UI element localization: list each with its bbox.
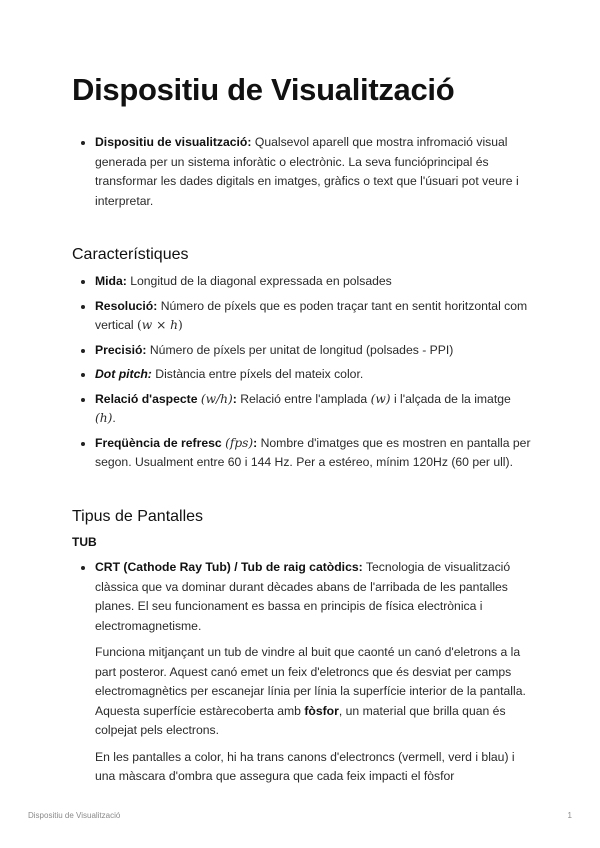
item-text: Número de píxels per unitat de longitud (polsades - PPI) — [146, 342, 454, 357]
item-text: . — [112, 411, 116, 425]
section-heading-screen-types: Tipus de Pantalles — [72, 508, 204, 525]
footer-page-number: 1 — [567, 811, 572, 820]
paragraph-text: Funciona mitjançant un tub de vindre al buit que caonté un canó d'eletrons a la part posteror. Aquest canó emet un feix d'eletroncs que és desviat per camps electromagnètics per escanejar línia per línia la superfície interior de la pantalla. Aquesta superfície estàrecoberta amb — [95, 645, 526, 718]
item-term: Resolució: — [95, 298, 158, 313]
screen-types-section — [72, 508, 532, 787]
math-expression: (fps) — [225, 435, 254, 450]
math-expression: (w) — [370, 391, 391, 406]
item-text: Relació entre l'amplada — [236, 391, 371, 406]
list-item-mida — [72, 272, 532, 292]
item-text: Tecnologia de visualització clàssica que va dominar durant dècades abans de l'arribada de les pantalles planes. El seu funcionament es bassa en principis de física electrònica i electromagnetisme. — [95, 560, 511, 633]
math-expression: (h) — [95, 411, 113, 425]
math-var: h — [170, 318, 179, 332]
crt-paragraph-3: En les pantalles a color, hi ha trans canons d'electroncs (vermell, verd i blau) i una màscara d'ombra que assegura que cada feix impacti el fòsfor — [95, 749, 515, 783]
item-colon: : — [253, 435, 258, 450]
item-text: i l'alçada de la imatge — [390, 391, 511, 406]
item-term: Dot pitch: — [95, 367, 152, 381]
intro-list — [72, 133, 532, 211]
item-text: Longitud de la diagonal expressada en polsades — [126, 274, 392, 288]
item-term: Precisió: — [95, 342, 147, 357]
math-paren: ( — [137, 318, 142, 332]
paragraph-text: , un material que brilla quan és colpejat pels electrons. — [95, 703, 506, 737]
definition-text: Qualsevol aparell que mostra infromació visual generada per un sistema inforàtic o electrònic. La seva funcióprincipal és transformar les dades digitals en imatges, gràfics o text que l'úsuari pot veure i interpretar. — [95, 135, 519, 208]
footer-title: Dispositiu de Visualització — [28, 811, 121, 820]
list-item — [72, 133, 532, 211]
item-term: Freqüència de refresc — [95, 435, 226, 450]
list-item-aspect-ratio — [72, 390, 532, 429]
math-paren: ) — [178, 318, 183, 332]
list-item-resolucio — [72, 297, 532, 336]
list-item-precisio — [72, 341, 532, 361]
subsection-heading-tub: TUB — [72, 535, 97, 549]
item-text: Número de píxels que es poden traçar tant en sentit horitzontal com vertical — [95, 298, 528, 332]
page-title: Dispositiu de Visualització — [72, 72, 455, 107]
bold-term: fòsfor — [304, 703, 339, 718]
crt-paragraph-2 — [95, 643, 532, 741]
list-item-refresh-rate — [72, 434, 532, 473]
characteristics-section — [72, 246, 532, 473]
math-expression: (w/h) — [200, 391, 233, 406]
item-term: CRT (Cathode Ray Tub) / Tub de raig catòdics: — [95, 560, 363, 574]
item-term: Mida: — [95, 274, 127, 288]
section-heading-characteristics: Característiques — [72, 246, 189, 263]
characteristics-list — [72, 272, 532, 473]
screen-types-list — [72, 558, 532, 787]
item-colon: : — [232, 391, 237, 406]
math-var: w — [141, 318, 153, 332]
list-item-crt — [72, 558, 532, 787]
list-item-dot-pitch — [72, 365, 532, 385]
item-term: Relació d'aspecte — [95, 391, 201, 406]
item-text: Nombre d'imatges que es mostren en pantalla per segon. Usualment entre 60 i 144 Hz. Per a estéreo, mínim 120Hz (60 per ull). — [95, 435, 531, 469]
intro-section — [72, 133, 532, 211]
math-operator: × — [152, 318, 171, 332]
item-text: Distància entre píxels del mateix color. — [151, 367, 364, 381]
definition-term: Dispositiu de visualització: — [95, 135, 252, 149]
